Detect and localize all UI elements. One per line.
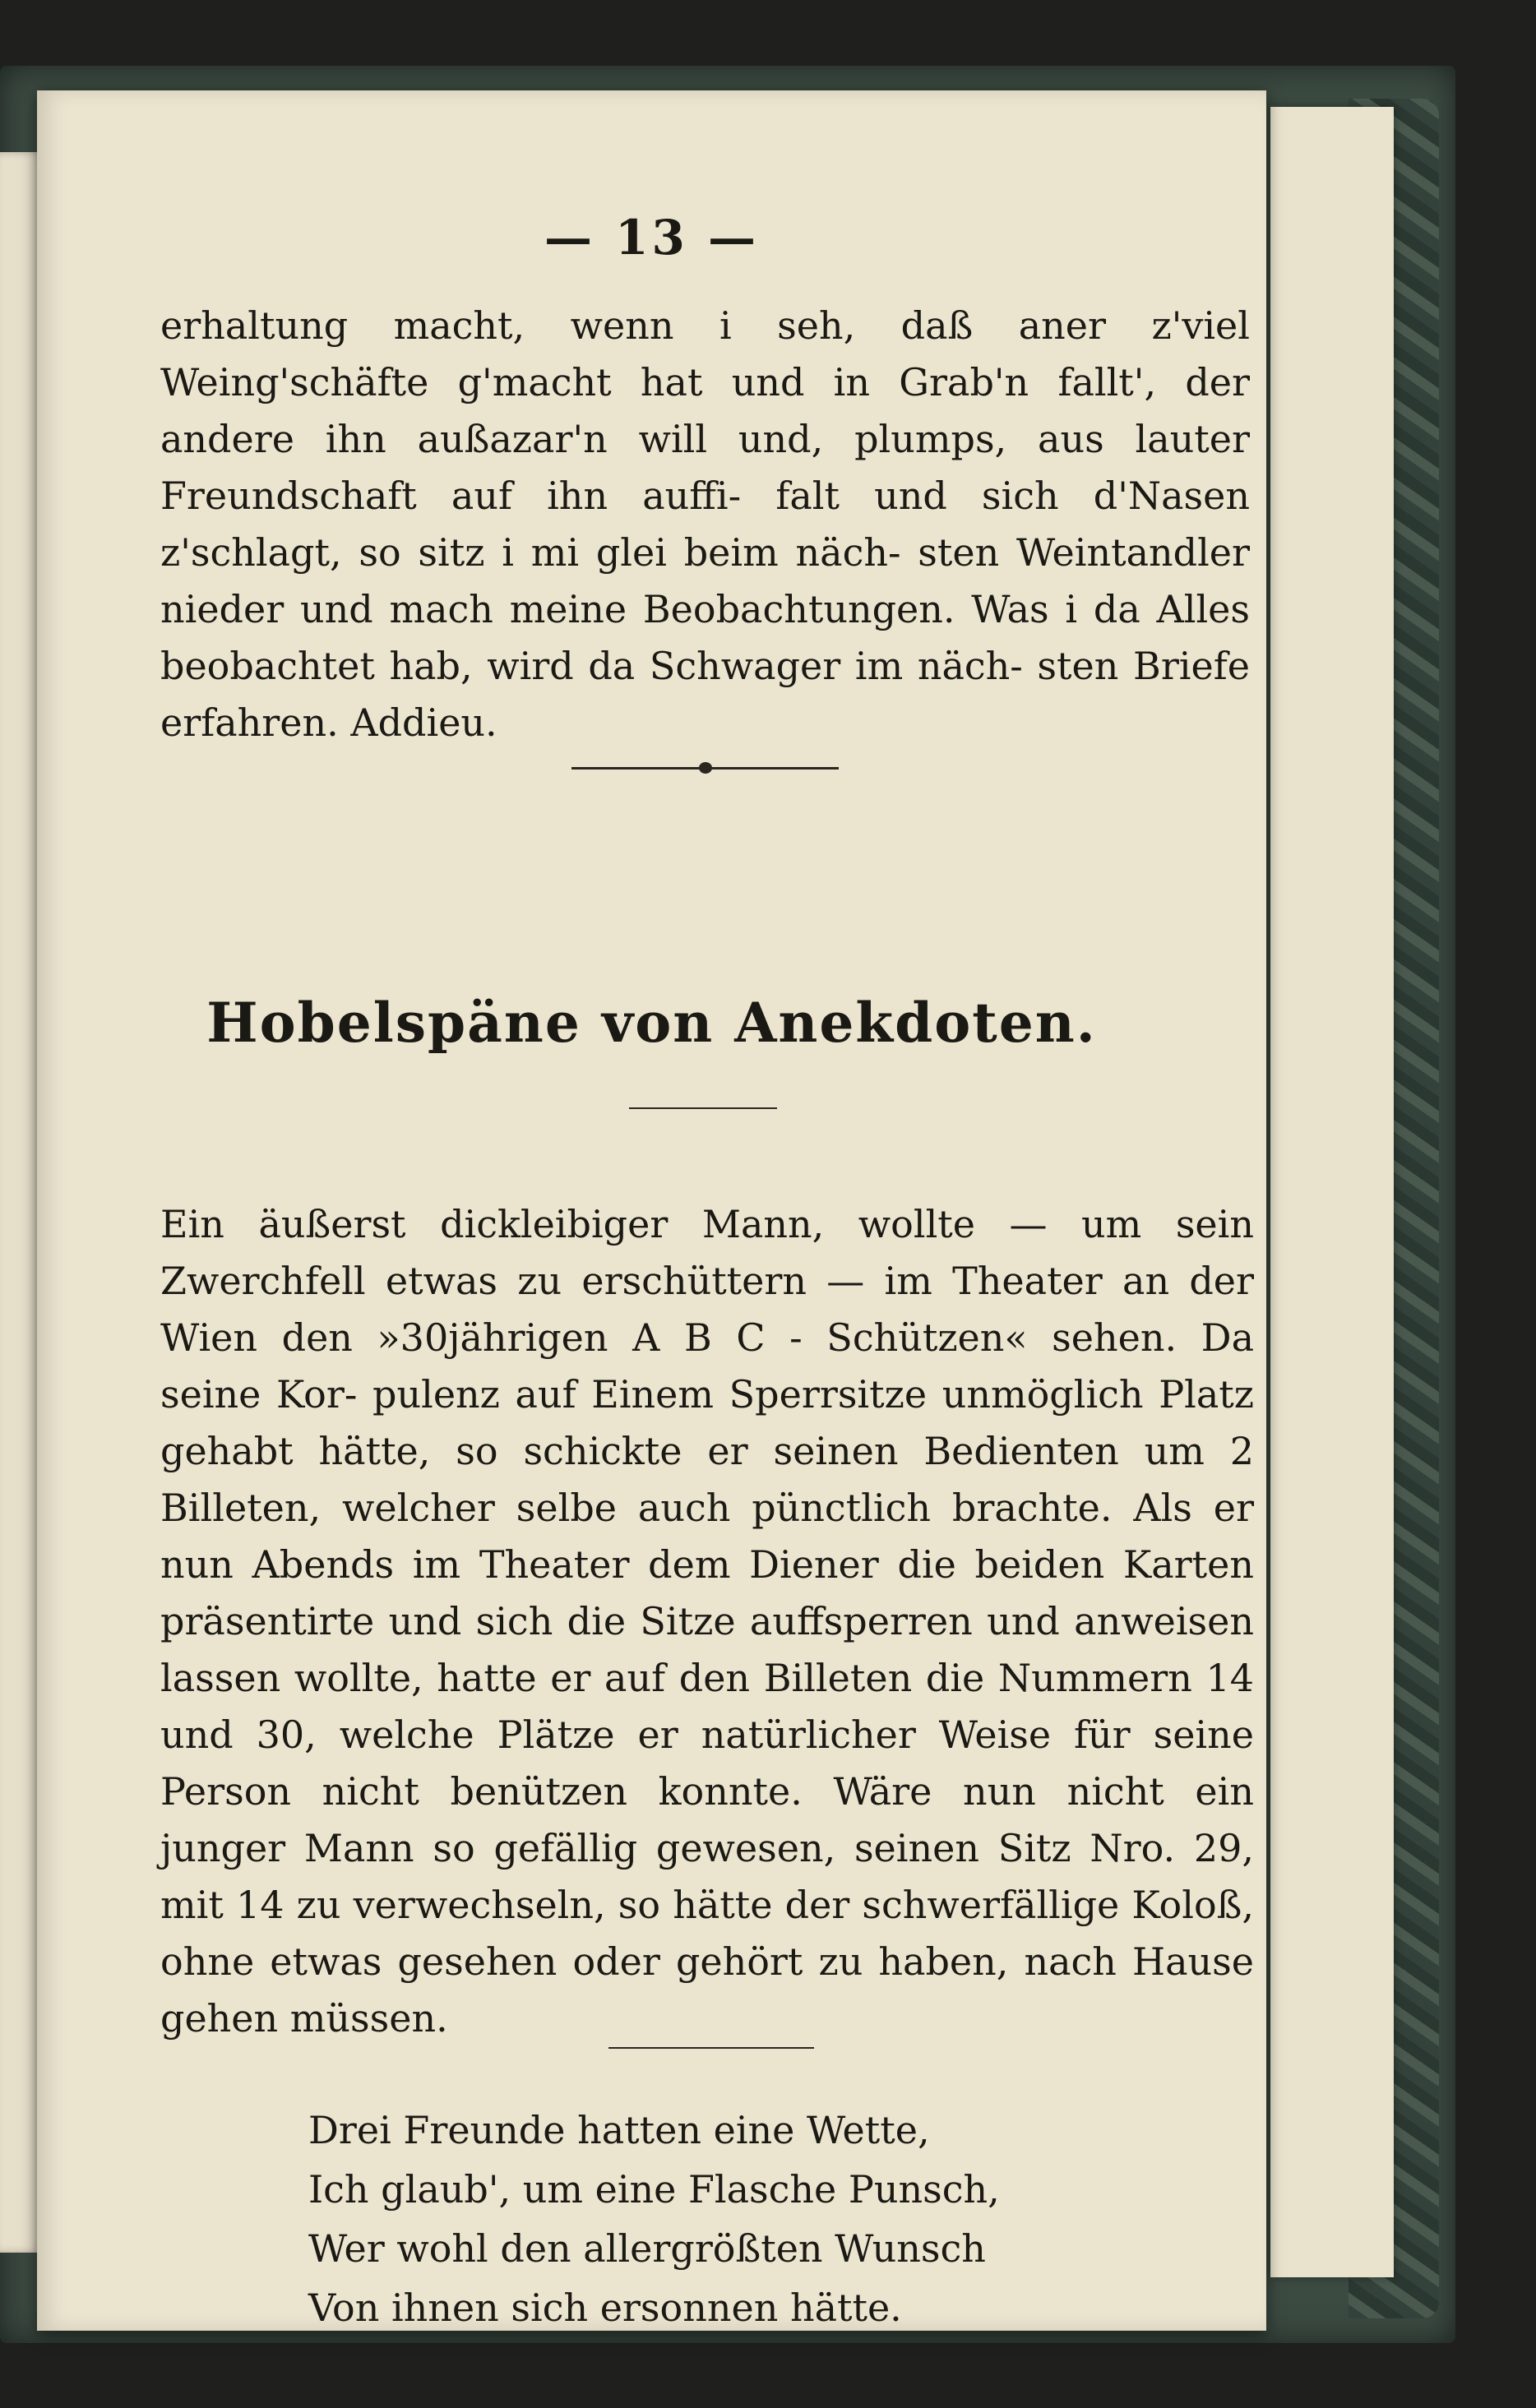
verse-line: Wer wohl den allergrößten Wunsch [308,2226,986,2271]
verse-line: Ich glaub', um eine Flasche Punsch, [308,2167,1000,2212]
separator-rule [608,2047,814,2049]
heading-rule [629,1107,777,1109]
verse-line: Von ihnen sich ersonnen hätte. [308,2286,902,2330]
section-heading: Hobelspäne von Anekdoten. [206,991,1097,1055]
page-number: — 13 — [544,210,760,266]
verse-line: Drei Freunde hatten eine Wette, [308,2108,930,2152]
rule-ornament [699,762,712,774]
verse-block [308,2101,1213,2337]
back-page-edge [1270,107,1394,2277]
paragraph-anecdote: Ein äußerst dickleibiger Mann, wollte — um sein Zwerchfell etwas zu erschüttern — im Theater an der Wien den »30jährigen A B C - Schützen« sehen. Da seine Kor- pulenz auf Einem Sperrsitze unmöglich Platz gehabt hätte, so schickte er seinen Bedienten um 2 Billeten, welcher selbe auch pünctlich brachte. Als er nun Abends im Theater dem Diener die beiden Karten präsentirte und sich die Sitze auffsperren und anweisen lassen wollte, hatte er auf den Billeten die Nummern 14 und 30, welche Plätze er natürlicher Weise für seine Person nicht benützen konnte. Wäre nun nicht ein junger Mann so gefällig gewesen, seinen Sitz Nro. 29, mit 14 zu verwechseln, so hätte der schwerfällige Koloß, ohne etwas gesehen oder gehört zu haben, nach Hause gehen müssen. [160,1202,1254,2041]
paragraph-letter-ending: erhaltung macht, wenn i seh, daß aner z'viel Weing'schäfte g'macht hat und in Grab'n fallt', der andere ihn außazar'n will und, plumps, aus lauter Freundschaft auf ihn auffi- falt und sich d'Nasen z'schlagt, so sitz i mi glei beim näch- sten Weintandler nieder und mach meine Beobachtungen. Was i da Alles beobachtet hab, wird da Schwager im näch- sten Briefe erfahren. Addieu. [160,303,1250,745]
book-page [37,90,1266,2331]
